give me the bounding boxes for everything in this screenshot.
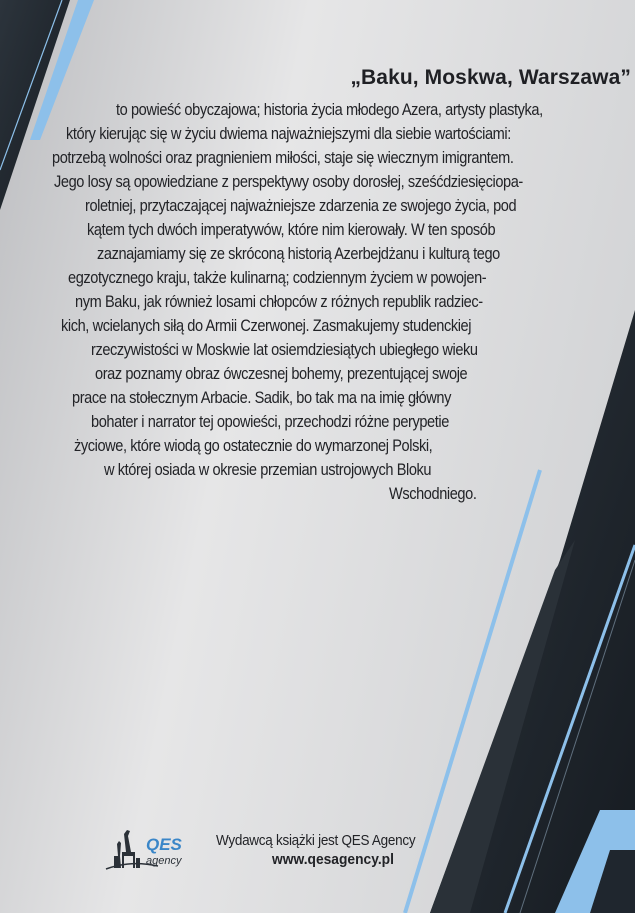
body-line: Wschodniego.: [389, 485, 477, 503]
body-line: kątem tych dwóch imperatywów, które nim kierowały. W ten sposób: [87, 221, 496, 239]
body-line: życiowe, które wiodą go ostatecznie do wymarzonej Polski,: [74, 437, 433, 455]
logo-sub: agency: [146, 855, 182, 867]
book-title: „Baku, Moskwa, Warszawa”: [350, 66, 631, 89]
body-line: bohater i narrator tej opowieści, przechodzi różne perypetie: [91, 413, 449, 431]
body-line: potrzebą wolności oraz pragnieniem miłości, staje się wiecznym imigrantem.: [52, 149, 514, 167]
body-line: Jego losy są opowiedziane z perspektywy osoby dorosłej, sześćdziesięciopa-: [54, 173, 523, 191]
body-line: egzotycznego kraju, także kulinarną; codziennym życiem w powojen-: [68, 269, 487, 287]
publisher-url[interactable]: www.qesagency.pl: [272, 851, 394, 868]
qes-agency-logo: [100, 822, 210, 872]
logo-brand: QES: [146, 835, 182, 854]
body-line: który kierując się w życiu dwiema najważniejszymi dla siebie wartościami:: [66, 125, 511, 143]
body-line: oraz poznamy obraz ówczesnej bohemy, prezentującej swoje: [95, 365, 468, 383]
publisher-line: Wydawcą książki jest QES Agency: [216, 832, 416, 849]
body-line: w której osiada w okresie przemian ustrojowych Bloku: [104, 461, 432, 479]
body-line: kich, wcielanych siłą do Armii Czerwonej. Zasmakujemy studenckiej: [61, 317, 472, 335]
body-line: nym Baku, jak również losami chłopców z różnych republik radziec-: [75, 293, 483, 311]
body-line: roletniej, przytaczającej najważniejsze zdarzenia ze swojego życia, pod: [85, 197, 517, 215]
giraffe-icon: [114, 830, 140, 868]
body-line: to powieść obyczajowa; historia życia młodego Azera, artysty plastyka,: [116, 101, 543, 119]
body-line: rzeczywistości w Moskwie lat osiemdziesiątych ubiegłego wieku: [91, 341, 478, 359]
body-line: zaznajamiamy się ze skróconą historią Azerbejdżanu i kulturą tego: [97, 245, 500, 263]
body-line: prace na stołecznym Arbacie. Sadik, bo tak ma na imię główny: [72, 389, 451, 407]
